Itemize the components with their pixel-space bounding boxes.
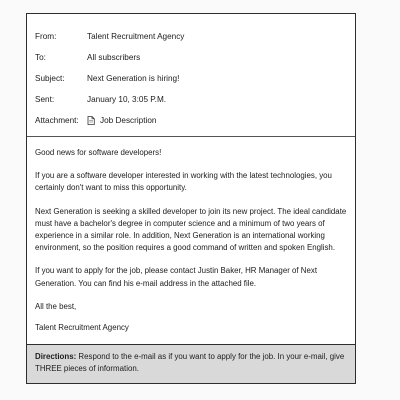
email-box — [26, 13, 356, 384]
to-value: All subscribers — [87, 53, 141, 62]
subject-value: Next Generation is hiring! — [87, 74, 180, 83]
sent-value: January 10, 3:05 P.M. — [87, 95, 167, 104]
email-body — [27, 137, 355, 344]
attachment-row — [35, 110, 347, 131]
directions-label: Directions: — [35, 352, 77, 362]
from-row — [35, 26, 347, 47]
subject-label: Subject: — [35, 74, 65, 83]
attachment-link[interactable] — [87, 116, 156, 125]
body-paragraph-3: If you want to apply for the job, please contact Justin Baker, HR Manager of Next Generation. You can find his e-mail address in the attached file. — [35, 266, 318, 288]
signature: Talent Recruitment Agency — [35, 323, 129, 333]
subject-row — [35, 68, 347, 89]
body-paragraph-1: If you are a software developer interested in working with the latest technologies, you certainly don't want to miss this opportunity. — [35, 171, 332, 193]
to-label: To: — [35, 53, 46, 62]
attachment-filename[interactable]: Job Description — [100, 116, 157, 125]
body-paragraph-2: Next Generation is seeking a skilled developer to join its new project. The ideal candidate must have a bachelor's degree in computer science and a minimum of two years of experience in a similar role. In addition, Next Generation is an international working environment, so the position requires a good command of written and spoken English. — [35, 206, 347, 253]
from-value: Talent Recruitment Agency — [87, 32, 185, 41]
attachment-label: Attachment: — [35, 116, 79, 125]
document-icon — [87, 116, 95, 125]
directions-box — [27, 344, 355, 383]
from-label: From: — [35, 32, 57, 41]
sent-row — [35, 89, 347, 110]
directions-text: Respond to the e-mail as if you want to apply for the job. In your e-mail, give THREE pieces of information. — [35, 352, 345, 374]
closing: All the best, — [35, 301, 77, 311]
to-row — [35, 47, 347, 68]
greeting: Good news for software developers! — [35, 148, 162, 157]
sent-label: Sent: — [35, 95, 55, 104]
email-headers — [27, 14, 355, 133]
